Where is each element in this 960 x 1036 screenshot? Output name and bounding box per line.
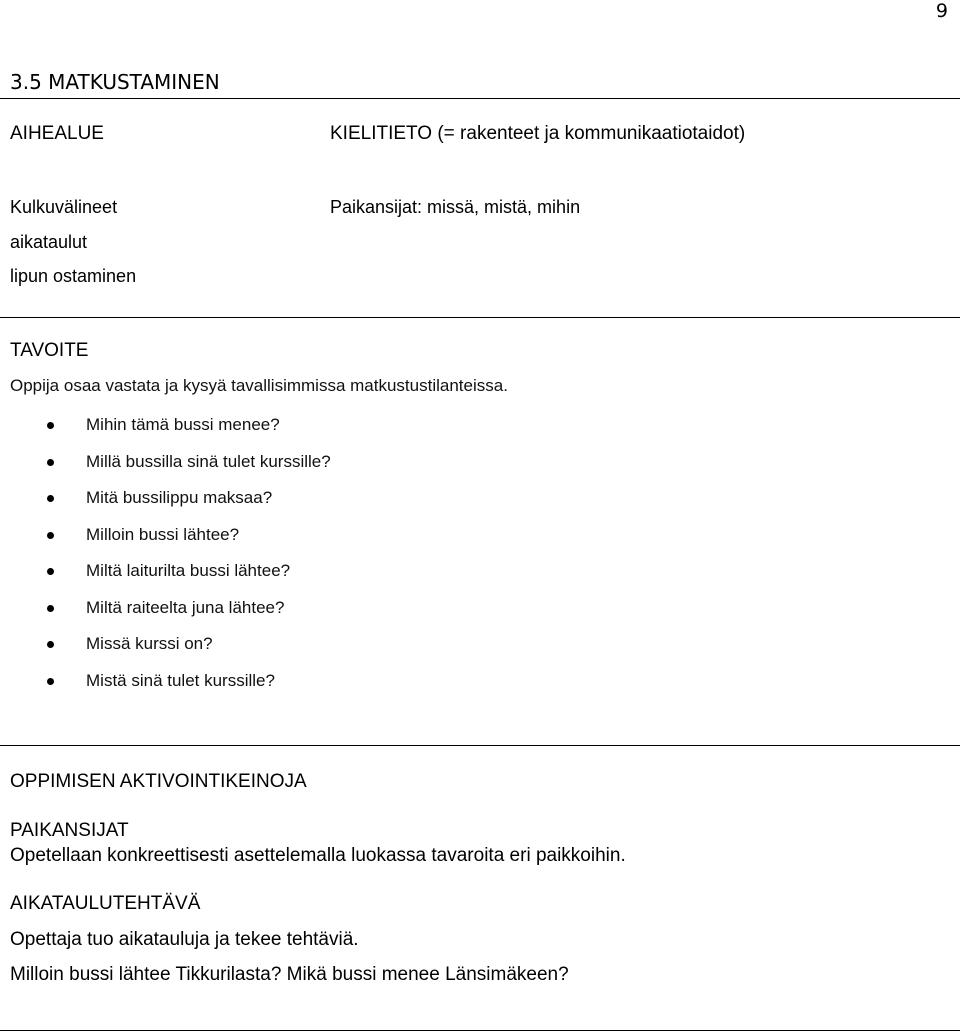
list-item [47,669,331,706]
list-item [47,413,331,450]
activity-text: Opettaja tuo aikatauluja ja tekee tehtäviä. [10,929,359,950]
list-item [47,596,331,633]
question-list [47,413,331,705]
bullet-icon [47,568,54,575]
column-header-topic: AIHEALUE [10,123,104,144]
topic-item: aikataulut [10,232,88,252]
section-title: 3.5 MATKUSTAMINEN [10,70,220,94]
topic-item: lipun ostaminen [10,266,137,286]
list-item [47,450,331,487]
activity-text: Milloin bussi lähtee Tikkurilasta? Mikä bussi menee Länsimäkeen? [10,964,569,985]
topic-item: Kulkuvälineet [10,197,118,217]
divider [0,317,960,318]
goal-intro: Oppija osaa vastata ja kysyä tavallisimmissa matkustustilanteissa. [10,376,508,395]
list-item [47,632,331,669]
bullet-icon [47,641,54,648]
bullet-icon [47,532,54,539]
question-text: Mihin tämä bussi menee? [86,415,280,434]
question-text: Millä bussilla sinä tulet kurssille? [86,451,331,471]
column-header-language: KIELITIETO (= rakenteet ja kommunikaatiotaidot) [330,123,746,144]
divider [0,745,960,746]
activity-title: PAIKANSIJAT [10,820,129,841]
question-text: Mistä sinä tulet kurssille? [86,670,275,690]
divider [0,1030,960,1031]
bullet-icon [47,605,54,612]
activity-title: AIKATAULUTEHTÄVÄ [10,893,201,914]
bullet-icon [47,678,54,685]
list-item [47,486,331,523]
activity-text: Opetellaan konkreettisesti asettelemalla luokassa tavaroita eri paikkoihin. [10,845,626,866]
list-item [47,559,331,596]
list-item [47,523,331,560]
question-text: Miltä raiteelta juna lähtee? [86,597,285,617]
page-number: 9 [935,0,948,22]
bullet-icon [47,459,54,466]
bullet-icon [47,422,54,429]
language-info: Paikansijat: missä, mistä, mihin [330,197,581,217]
question-text: Missä kurssi on? [86,634,213,653]
goal-heading: TAVOITE [10,340,89,361]
question-text: Mitä bussilippu maksaa? [86,488,273,507]
question-text: Miltä laiturilta bussi lähtee? [86,561,291,580]
bullet-icon [47,495,54,502]
activities-heading: OPPIMISEN AKTIVOINTIKEINOJA [10,771,307,792]
question-text: Milloin bussi lähtee? [86,524,240,544]
divider [0,98,960,99]
